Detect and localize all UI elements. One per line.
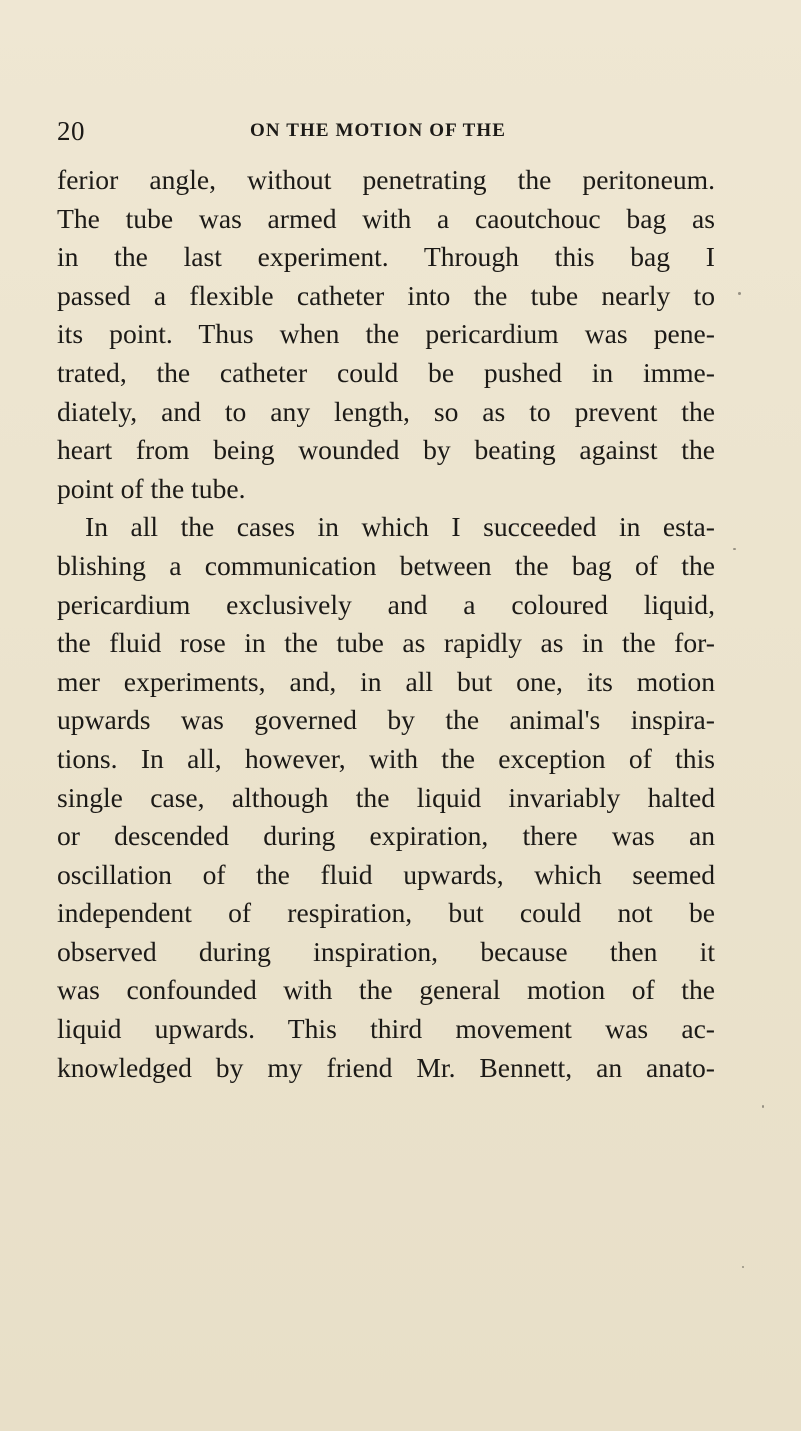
text-line: ferior angle, without penetrating the peritoneum. <box>57 164 715 195</box>
text-line: tions. In all, however, with the exception of this <box>57 742 715 774</box>
text-line: single case, although the liquid invariably halted <box>57 781 715 813</box>
text-line: diately, and to any length, so as to prevent the <box>57 395 715 427</box>
text-line: In all the cases in which I succeeded in esta- <box>85 511 715 543</box>
text-line: independent of respiration, but could not be <box>57 897 715 929</box>
text-line: liquid upwards. This third movement was ac- <box>57 1013 715 1045</box>
text-line: oscillation of the fluid upwards, which seemed <box>57 858 715 890</box>
text-line: point of the tube. <box>57 472 246 504</box>
text-line: the fluid rose in the tube as rapidly as in the for- <box>57 627 715 659</box>
paper-speck <box>733 548 736 550</box>
text-line: pericardium exclusively and a coloured liquid, <box>57 588 715 620</box>
paper-speck <box>762 1105 764 1108</box>
body-text <box>57 161 715 1087</box>
paper-speck <box>738 292 741 295</box>
text-line: trated, the catheter could be pushed in imme- <box>57 356 715 388</box>
text-line: blishing a communication between the bag of the <box>57 549 715 581</box>
page-number: 20 <box>57 116 85 146</box>
running-head <box>57 114 747 148</box>
text-line: upwards was governed by the animal's inspira- <box>57 704 715 736</box>
running-title: ON THE MOTION OF THE <box>250 120 507 141</box>
text-line: heart from being wounded by beating against the <box>57 434 715 466</box>
text-line: or descended during expiration, there was an <box>57 820 715 852</box>
text-line: mer experiments, and, in all but one, its motion <box>57 665 715 697</box>
paper-speck <box>742 1266 744 1268</box>
text-line: observed during inspiration, because then it <box>57 935 715 967</box>
text-line: its point. Thus when the pericardium was pene- <box>57 318 715 350</box>
text-line: knowledged by my friend Mr. Bennett, an anato- <box>57 1051 715 1083</box>
text-line: in the last experiment. Through this bag I <box>57 241 715 273</box>
text-line: was confounded with the general motion of the <box>57 974 715 1006</box>
text-line: The tube was armed with a caoutchouc bag as <box>57 202 715 234</box>
text-line: passed a flexible catheter into the tube nearly to <box>57 279 715 311</box>
